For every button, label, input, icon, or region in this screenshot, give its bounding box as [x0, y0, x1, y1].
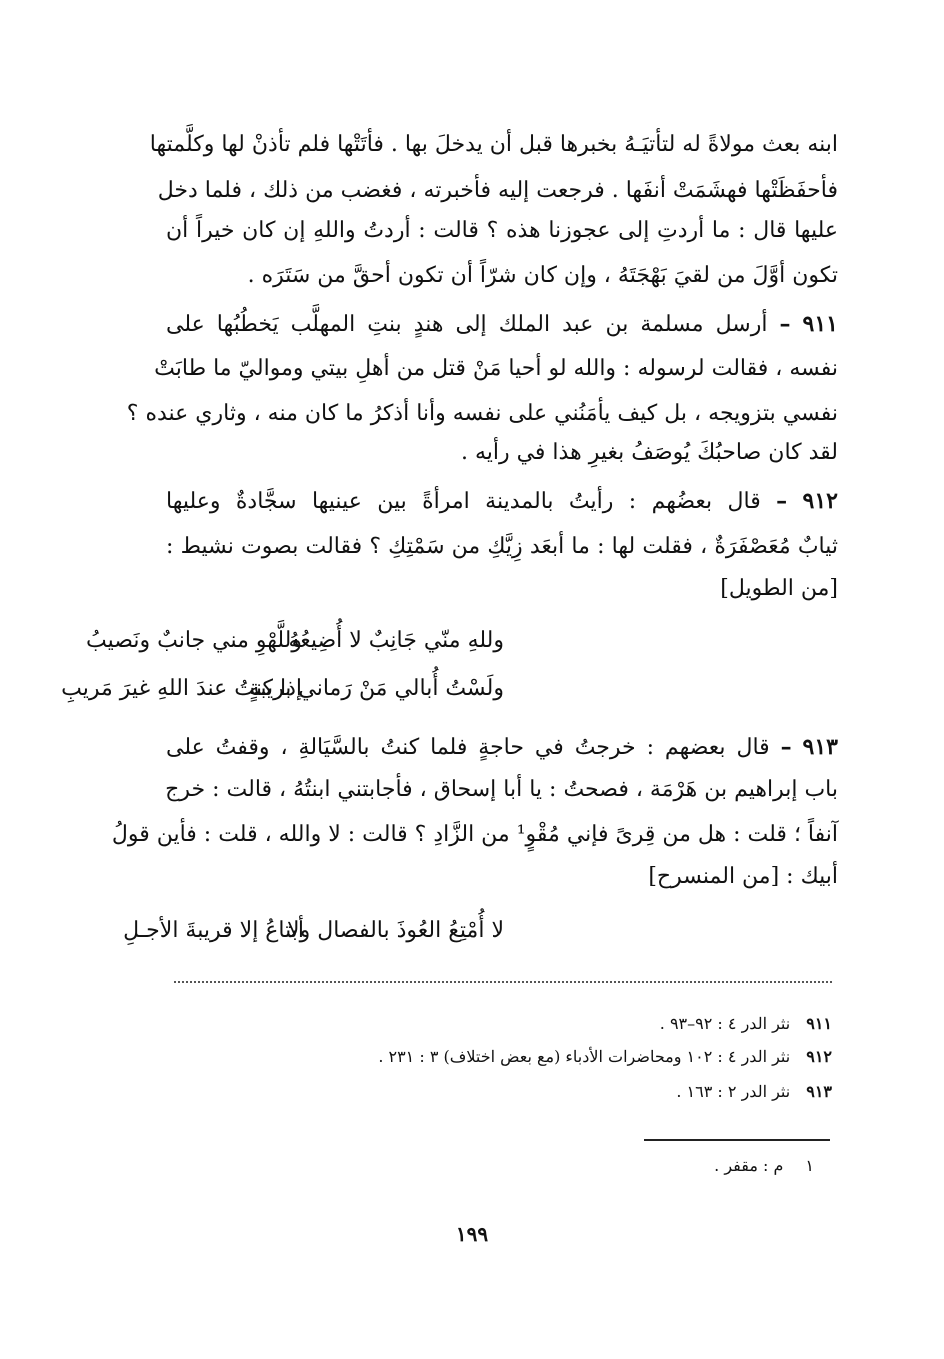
verse-hemistich: وللَّهْوِ مني جانبٌ ونَصيبُ: [86, 628, 302, 653]
source-line: [660, 1012, 832, 1036]
text-line: فأحفَظَتْها فهشَمَتْ أنفَها . فرجعت إليه فأخبرته ، فغضب من ذلك ، فلما دخل: [157, 178, 838, 203]
text-line: تكون أوَّلَ من لقيَ بَهْجَتَهُ ، وإن كان شرّاً أن تكون أحقَّ من سَتَرَه .: [247, 263, 838, 288]
entry-dash: –: [779, 311, 791, 337]
meter-label: [من الطويل]: [720, 576, 838, 601]
footnote-rule: [644, 1139, 830, 1141]
text-line: آنفاً ؛ قلت : هل من قِرىً فإني مُقْوٍ¹ من الزَّادِ ؟ قالت : لا والله ، قلت : فأين قولُ: [111, 822, 838, 847]
source-line: [676, 1080, 832, 1104]
entry-number: ٩١٢: [802, 488, 838, 514]
entry-911-first-line: [166, 307, 838, 342]
verse-hemistich: وللهِ منّي جَانِبٌ لا أُضِيعُهُ: [288, 628, 504, 653]
text-line: أبيك : [من المنسرح]: [648, 864, 838, 889]
source-number: ٩١٣: [806, 1082, 832, 1101]
entry-text: أرسل مسلمة بن عبد الملك إلى هندٍ بنتِ المهلَّب يَخطُبُها على: [166, 312, 768, 337]
page-number: ١٩٩: [455, 1222, 489, 1246]
source-text: نثر الدر ٤ : ٩٢–٩٣ .: [659, 1014, 791, 1033]
source-text: نثر الدر ٤ : ١٠٢ ومحاضرات الأدباء (مع بعض اختلاف) ٣ : ٢٣١ .: [378, 1047, 791, 1066]
footnote-text: م : مقفر .: [714, 1156, 784, 1175]
entry-dash: –: [776, 488, 788, 514]
entry-number: ٩١٣: [802, 734, 838, 760]
text-line: نفسي بتزويجه ، بل كيف يأمَنُني على نفسه وأنا أذكرُ ما كان منه ، وثاري عنده ؟: [126, 401, 838, 426]
text-line: ثيابٌ مُعَصْفَرَةٌ ، فقلت لها : ما أبعَد زِيَّكِ من سَمْتِكِ ؟ فقالت بصوت نشيط :: [166, 534, 838, 559]
source-text: نثر الدر ٢ : ١٦٣ .: [676, 1082, 791, 1101]
text-line: عليها قال : ما أردتِ إلى عجوزنا هذه ؟ قالت : أردتُ واللهِ إن كان خيراً أن: [166, 218, 838, 243]
verse-hemistich: أبتاعُ إلا قريبةَ الأجـلِ: [123, 918, 304, 943]
footnote-number: ١: [805, 1156, 814, 1175]
text-line: ابنه بعث مولاةً له لتأتيَـهُ بخبرها قبل أن يدخلَ بها . فأتَتْها فلم تأذنْ لها وكلَّمتها: [149, 132, 838, 157]
text-line: باب إبراهيم بن هَرْمَة ، فصحتُ : يا أبا إسحاق ، فأجابتني ابنتُهُ ، قالت : خرج: [165, 777, 838, 802]
entry-text: قال بعضُهم : رأيتُ بالمدينة امرأةً بين عينيها سجَّادةٌ وعليها: [166, 489, 761, 514]
source-line: [378, 1045, 832, 1069]
text-line: لقد كان صاحبُكَ يُوصَفُ بغيرِ هذا في رأيه .: [460, 440, 838, 465]
entry-number: ٩١١: [802, 311, 838, 337]
footnote: [714, 1154, 814, 1178]
text-line: نفسه ، فقالت لرسوله : والله لو أحيا مَنْ قتل من أهلِ بيتي ومواليّ ما طابَتْ: [154, 356, 838, 381]
entry-text: قال بعضهم : خرجتُ في حاجةٍ فلما كنتُ بالسَّيَالةِ ، وقفتُ على: [166, 735, 770, 760]
source-number: ٩١١: [806, 1014, 832, 1033]
entry-912-first-line: [166, 484, 838, 519]
source-number: ٩١٢: [806, 1047, 832, 1066]
verse-hemistich: إذا كنتُ عندَ اللهِ غيرَ مَريبِ: [61, 676, 302, 701]
entry-913-first-line: [166, 730, 838, 765]
dotted-separator: [174, 981, 832, 983]
entry-dash: –: [780, 734, 792, 760]
verse-hemistich: ولَسْتُ أُبالي مَنْ رَماني بريبةٍ: [248, 676, 504, 701]
verse-hemistich: لا أُمْتِعُ العُوذَ بالفصال ولا: [287, 918, 504, 943]
